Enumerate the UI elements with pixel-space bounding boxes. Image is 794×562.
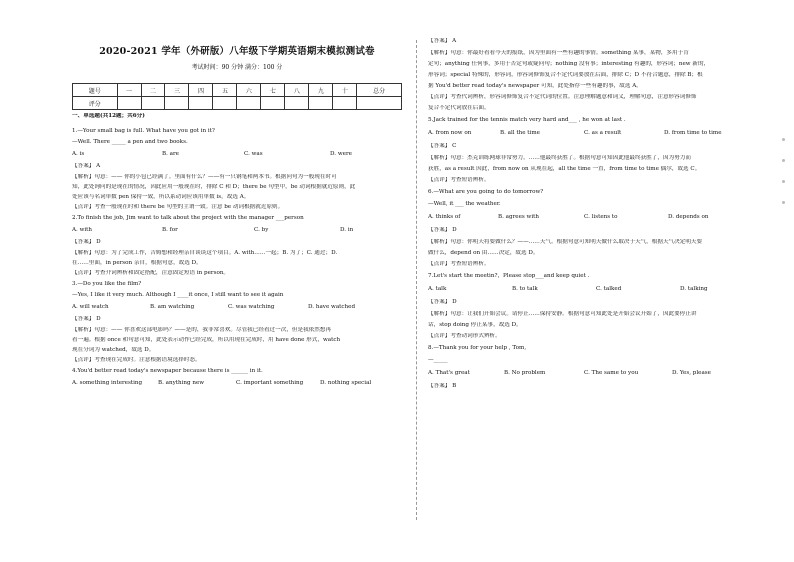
option[interactable]: B. anything new	[158, 380, 205, 386]
comment: 【点评】考查短语辨析。	[428, 261, 490, 267]
exam-meta: 考试时间：90 分钟 满分：100 分	[191, 64, 283, 71]
score-input-cell[interactable]	[189, 97, 213, 110]
option[interactable]: D. in	[340, 227, 354, 233]
score-input-cell[interactable]	[237, 97, 261, 110]
answer: 【答案】 D	[72, 239, 101, 245]
analysis: 【解析】句意：为了完成工作，吉姆想和经理亲自谈谈这个项目。A. with……一起；B. 为了；C. 通过；D.	[72, 250, 338, 256]
score-cell: 一	[117, 84, 141, 97]
question-stem: 7.Let's start the meetin?，Please stop___and keep quiet .	[428, 273, 590, 279]
option[interactable]: C. talked	[596, 286, 622, 292]
option[interactable]: C. as a result	[584, 130, 622, 136]
answer: 【答案】 A	[72, 163, 101, 169]
score-input-cell[interactable]	[309, 97, 333, 110]
section-heading: 一、单选题(共12题；共6分)	[72, 113, 145, 119]
score-cell: 十	[333, 84, 357, 97]
option[interactable]: C. by	[254, 227, 269, 233]
question-stem: 4.You'd better read today's newspaper because there is ______ in it.	[72, 368, 263, 374]
score-cell: 七	[261, 84, 285, 97]
option[interactable]: B. to talk	[512, 286, 538, 292]
option[interactable]: C. listens to	[584, 214, 618, 220]
analysis: 据 You'd better read today's newspaper 可知，此处指存一些有趣的事，故选 A。	[428, 83, 642, 89]
answer: 【答案】 D	[72, 316, 101, 322]
comment: 【点评】考查现在完成时。注意根据语境选择时态。	[72, 357, 201, 363]
margin-dot	[782, 180, 785, 183]
option[interactable]: A. will watch	[72, 304, 109, 310]
option[interactable]: D. talking	[680, 286, 708, 292]
binding-margin	[778, 120, 788, 440]
option[interactable]: A. with	[72, 227, 93, 233]
analysis: 知，此处询问的是现在的情况，因此应用一般现在时，排除 C 和 D；there be 句型中，be 动词根据就近原则，此	[72, 184, 356, 190]
question-reply: —Well, it ___ the weather.	[428, 201, 501, 207]
option-row	[428, 130, 768, 137]
option[interactable]: C. important something	[236, 380, 304, 386]
answer: 【答案】 D	[428, 227, 457, 233]
option[interactable]: D. depends on	[668, 214, 709, 220]
question-stem: 6.—What are you going to do tomorrow?	[428, 189, 544, 195]
option[interactable]: D. from time to time	[664, 130, 722, 136]
answer: 【答案】 C	[428, 143, 457, 149]
option[interactable]: B. all the time	[500, 130, 540, 136]
option[interactable]: A. from now on	[428, 130, 472, 136]
option-row	[428, 214, 768, 221]
comment: 【点评】考查代词辨析，形容词修饰复合不定代词的位置。注意理解题意和词义，理解句意，注意形容词修饰	[428, 94, 697, 100]
question-reply: —Yes, I like it very much. Although I ____it once, I still want to see it again	[72, 292, 284, 298]
question-reply: —_____	[428, 357, 448, 363]
option[interactable]: C. was watching	[228, 304, 275, 310]
score-input-cell[interactable]	[165, 97, 189, 110]
answer: 【答案】 B	[428, 383, 457, 389]
option-row	[72, 380, 402, 387]
question-stem: 1.—Your small bag is full. What have you got in it?	[72, 128, 215, 134]
question-stem: 8.—Thank you for your help , Tom,	[428, 345, 527, 351]
option-row	[428, 370, 768, 377]
analysis: 【解析】句意：让我们开始会议。请停止……保持安静。根据句意可知此处是开始会议开始了，因此要停止讲	[428, 311, 697, 317]
score-cell: 四	[189, 84, 213, 97]
analysis: 形容词；special 特殊的，形容词，形容词修饰复合不定代词要放在后面，排除 C；D 不符合题意，排除 B；根	[428, 72, 703, 78]
option[interactable]: B. for	[162, 227, 178, 233]
option[interactable]: B. am watching	[150, 304, 195, 310]
analysis: 处应该与名词单数 pen 保持一致，所以系动词应该用单数 is，故选 A。	[72, 194, 250, 200]
option[interactable]: A. talk	[428, 286, 447, 292]
score-table	[72, 83, 402, 110]
score-table-header-row	[73, 84, 402, 97]
analysis: 话，stop doing 停止某事，故选 D。	[428, 322, 522, 328]
comment: 复合不定代词放在后面。	[428, 105, 490, 111]
score-cell: 九	[309, 84, 333, 97]
margin-dot	[782, 138, 785, 141]
option[interactable]: A. something interesting	[72, 380, 143, 386]
comment: 【点评】考查介词辨析和固定搭配，注意固定短语 in person。	[72, 270, 230, 276]
score-input-cell[interactable]	[213, 97, 237, 110]
analysis: 【解析】句意：—— 你的小包已经满了。里面有什么？——有一只钢笔和两本书。根据问句为一般现在时可	[72, 174, 337, 180]
analysis: 看一遍。根据 once 和句意可知，此处表示动作已经完成，所以用现在完成时，用 have done 形式，watch	[72, 337, 341, 343]
score-input-cell[interactable]	[333, 97, 357, 110]
exam-title: 2020-2021 学年（外研版）八年级下学期英语期末模拟测试卷	[99, 46, 375, 57]
score-cell: 总分	[357, 84, 402, 97]
option[interactable]: D. were	[330, 151, 352, 157]
question-stem: 5.Jack trained for the tennis match very hard and___ , he won at last .	[428, 117, 626, 123]
score-cell: 评分	[73, 97, 118, 110]
analysis: 现在分词为 watched，故选 D。	[72, 347, 155, 353]
column-divider	[416, 40, 417, 520]
option[interactable]: C. was	[244, 151, 263, 157]
option[interactable]: B. No problem	[504, 370, 546, 376]
question-stem: 3.—Do you like the film?	[72, 281, 142, 287]
option[interactable]: D. nothing special	[320, 380, 372, 386]
question-reply: —Well. There _____ a pen and two books.	[72, 139, 188, 145]
option[interactable]: A. thinks of	[428, 214, 461, 220]
question-stem: 2.To finish the job, Jim want to talk about the project with the manager ___person	[72, 215, 304, 221]
analysis: 定句；anything 任何事，多用于否定句或疑问句；nothing 没有事；interesting 有趣的，形容词；new 新的，	[428, 61, 710, 67]
score-cell: 三	[165, 84, 189, 97]
score-cell: 八	[285, 84, 309, 97]
left-column	[72, 38, 402, 387]
score-input-cell[interactable]	[285, 97, 309, 110]
analysis: 获胜，as a result 因此，from now on 从现在起，all the time 一直，from time to time 偶尔，故选 C。	[428, 166, 701, 172]
score-input-cell[interactable]	[261, 97, 285, 110]
option-row	[428, 286, 768, 293]
analysis: 【解析】句意：—— 你喜欢这部电影吗？——是的，我非常喜欢。尽管我已经看过一次，但是我依然想再	[72, 327, 332, 333]
analysis: 【解析】句意：你明天将要做什么？——……天气。根据句意可知明天做什么取决于天气，根据天气决定明天要	[428, 239, 703, 245]
comment: 【点评】考查动词形式辨析。	[428, 333, 501, 339]
analysis: 做什么，depend on 由……决定，故选 D。	[428, 250, 539, 256]
option-row	[72, 227, 402, 234]
comment: 【点评】考查一般现在时和 there be 句型的主谓一致。注意 be 动词根据就近原则。	[72, 204, 284, 210]
score-cell: 六	[237, 84, 261, 97]
score-input-cell[interactable]	[357, 97, 402, 110]
option[interactable]: A. That's great	[428, 370, 470, 376]
margin-dot	[782, 201, 785, 204]
option[interactable]: B. are	[162, 151, 179, 157]
score-input-cell[interactable]	[117, 97, 141, 110]
option[interactable]: A. is	[72, 151, 85, 157]
comment: 【点评】考查短语辨析。	[428, 177, 490, 183]
option-row	[72, 304, 402, 311]
score-cell: 题号	[73, 84, 118, 97]
option[interactable]: B. agrees with	[498, 214, 539, 220]
option[interactable]: D. Yes, please	[672, 370, 711, 376]
right-column	[428, 38, 768, 390]
analysis: 在……里面，in person 亲自，根据句意，故选 D。	[72, 260, 202, 266]
option[interactable]: D. have watched	[308, 304, 356, 310]
score-input-cell[interactable]	[141, 97, 165, 110]
answer: 【答案】 A	[428, 38, 457, 44]
score-cell: 五	[213, 84, 237, 97]
option[interactable]: C. The same to you	[584, 370, 639, 376]
score-table-score-row	[73, 97, 402, 110]
margin-dot	[782, 159, 785, 162]
option-row	[72, 151, 402, 158]
score-cell: 二	[141, 84, 165, 97]
analysis: 【解析】句意：杰克训练网球非常努力，……他最终获胜了。根据句意可知因此他最终获胜了，因为努力而	[428, 155, 691, 161]
analysis: 【解析】句意：你最好看看今天的报纸，因为里面有一些有趣的事情。something 某事，某物，多用于肯	[428, 50, 689, 56]
answer: 【答案】 D	[428, 299, 457, 305]
